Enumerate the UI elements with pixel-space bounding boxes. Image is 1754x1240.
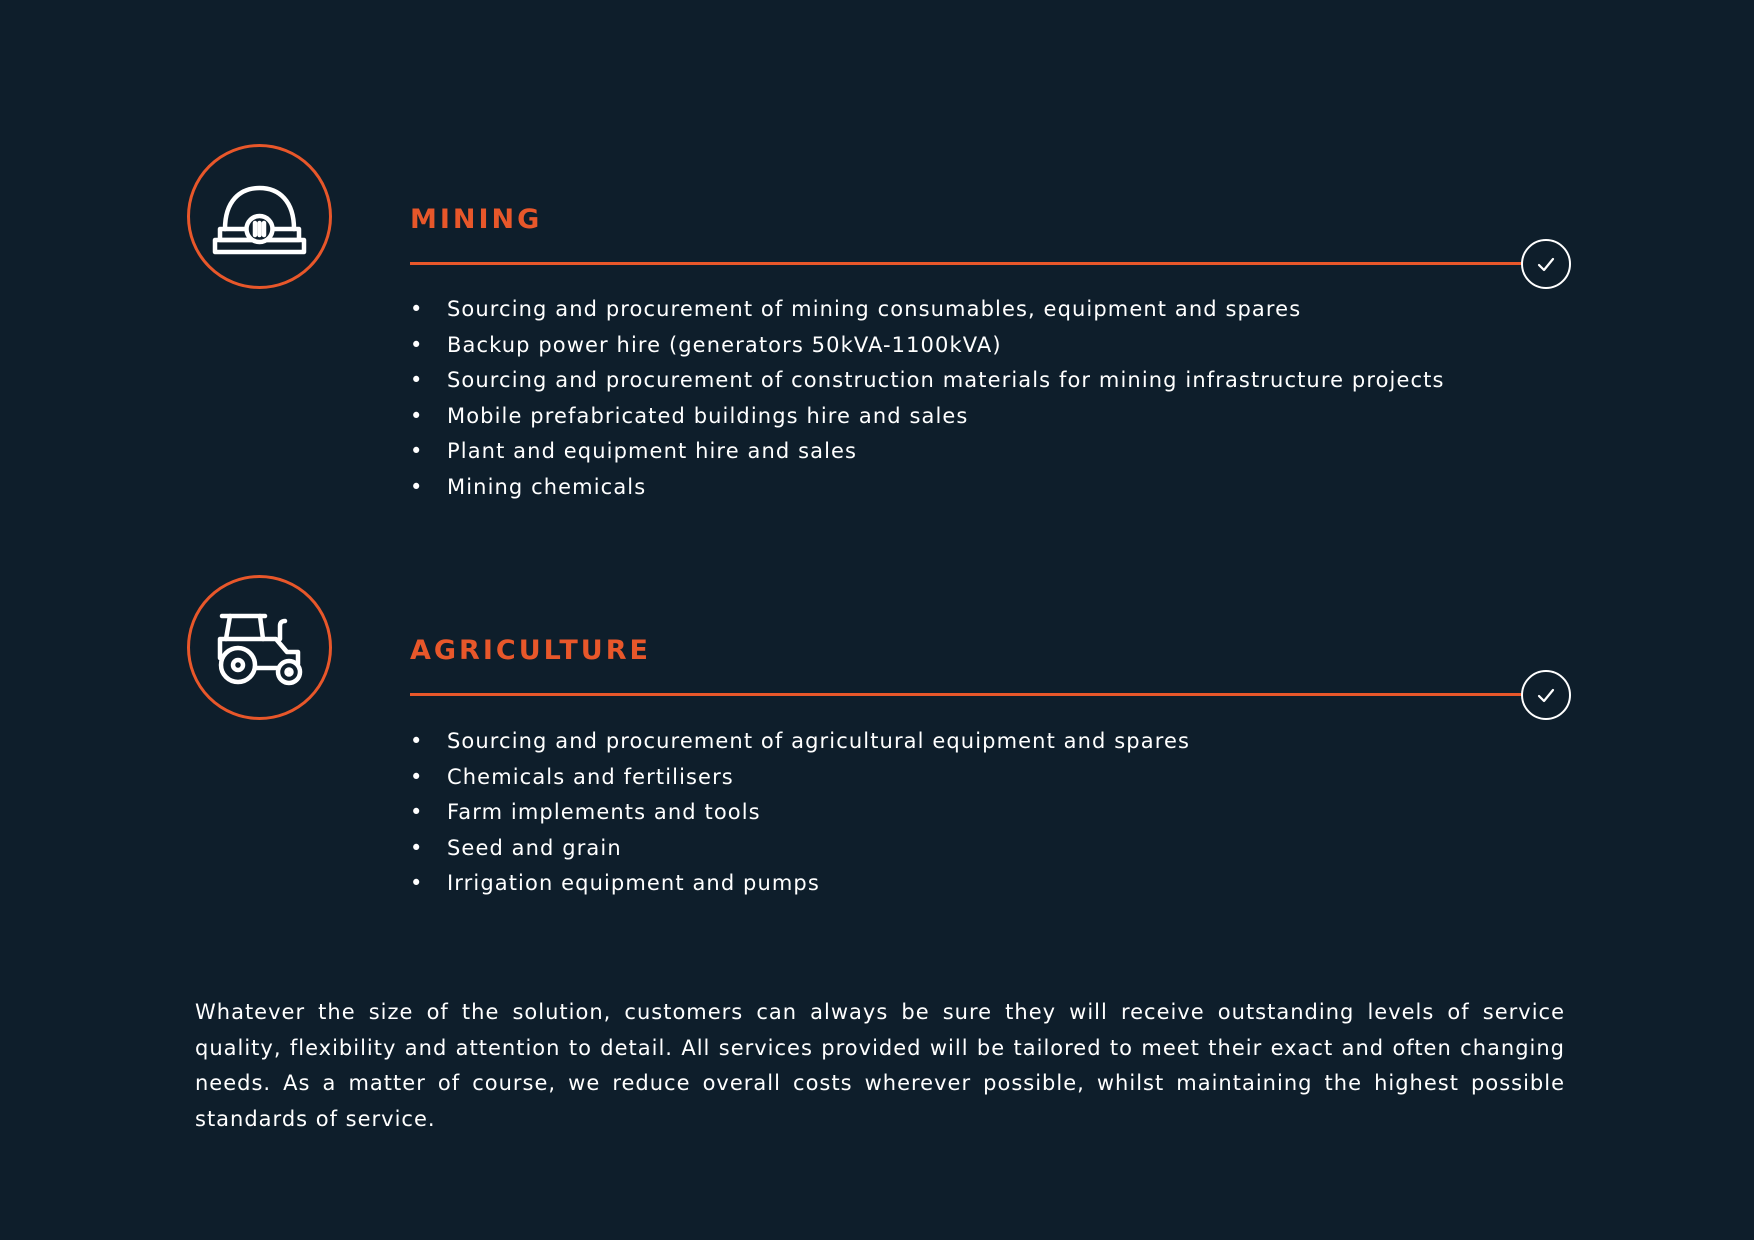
check-icon bbox=[1523, 241, 1569, 287]
list-item bbox=[410, 363, 1445, 399]
list-item-text: Mobile prefabricated buildings hire and sales bbox=[447, 403, 969, 428]
mining-icon-badge bbox=[187, 144, 332, 289]
bullet: • bbox=[410, 764, 424, 789]
list-item bbox=[410, 292, 1445, 328]
section-check-badge bbox=[1521, 670, 1571, 720]
bullet: • bbox=[410, 835, 424, 860]
bullet: • bbox=[410, 871, 424, 895]
list-item-text: Irrigation equipment and pumps bbox=[447, 871, 820, 895]
list-item-text: Mining chemicals bbox=[447, 474, 647, 499]
agriculture-item-list bbox=[410, 724, 1190, 902]
list-item-text: Sourcing and procurement of mining consumables, equipment and spares bbox=[447, 297, 1302, 321]
list-item bbox=[410, 760, 1190, 796]
section-divider bbox=[410, 693, 1523, 696]
section-title: AGRICULTURE bbox=[410, 635, 651, 666]
section-divider bbox=[410, 262, 1523, 265]
list-item-text: Sourcing and procurement of construction materials for mining infrastructure projects bbox=[447, 368, 1445, 392]
list-item bbox=[410, 328, 1445, 364]
section-title: MINING bbox=[410, 204, 543, 235]
bullet: • bbox=[410, 403, 424, 428]
check-icon bbox=[1523, 672, 1569, 718]
list-item bbox=[410, 724, 1190, 760]
bullet: • bbox=[410, 297, 424, 321]
section-check-badge bbox=[1521, 239, 1571, 289]
list-item bbox=[410, 399, 1445, 435]
bullet: • bbox=[410, 800, 424, 824]
bullet: • bbox=[410, 729, 424, 753]
list-item bbox=[410, 795, 1190, 831]
list-item-text: Plant and equipment hire and sales bbox=[447, 439, 858, 463]
list-item-text: Farm implements and tools bbox=[447, 800, 761, 824]
list-item bbox=[410, 434, 1445, 470]
list-item-text: Sourcing and procurement of agricultural equipment and spares bbox=[447, 729, 1191, 753]
list-item bbox=[410, 470, 1445, 506]
list-item-text: Chemicals and fertilisers bbox=[447, 764, 734, 789]
list-item bbox=[410, 831, 1190, 867]
closing-paragraph: Whatever the size of the solution, customers can always be sure they will receive outstanding levels of service quality, flexibility and attention to detail. All services provided will be tailored to meet their exact and often changing needs. As a matter of course, we reduce overall costs wherever possible, whilst maintaining the highest possible standards of service. bbox=[195, 1000, 1565, 1131]
bullet: • bbox=[410, 368, 424, 392]
bullet: • bbox=[410, 439, 424, 463]
agriculture-icon-badge bbox=[187, 575, 332, 720]
tractor-icon bbox=[190, 578, 329, 717]
bullet: • bbox=[410, 332, 424, 357]
list-item bbox=[410, 866, 1190, 902]
list-item-text: Backup power hire (generators 50kVA-1100kVA) bbox=[447, 332, 1002, 357]
mining-item-list bbox=[410, 292, 1445, 505]
bullet: • bbox=[410, 474, 424, 499]
hard-hat-icon bbox=[190, 147, 329, 286]
list-item-text: Seed and grain bbox=[447, 835, 622, 860]
